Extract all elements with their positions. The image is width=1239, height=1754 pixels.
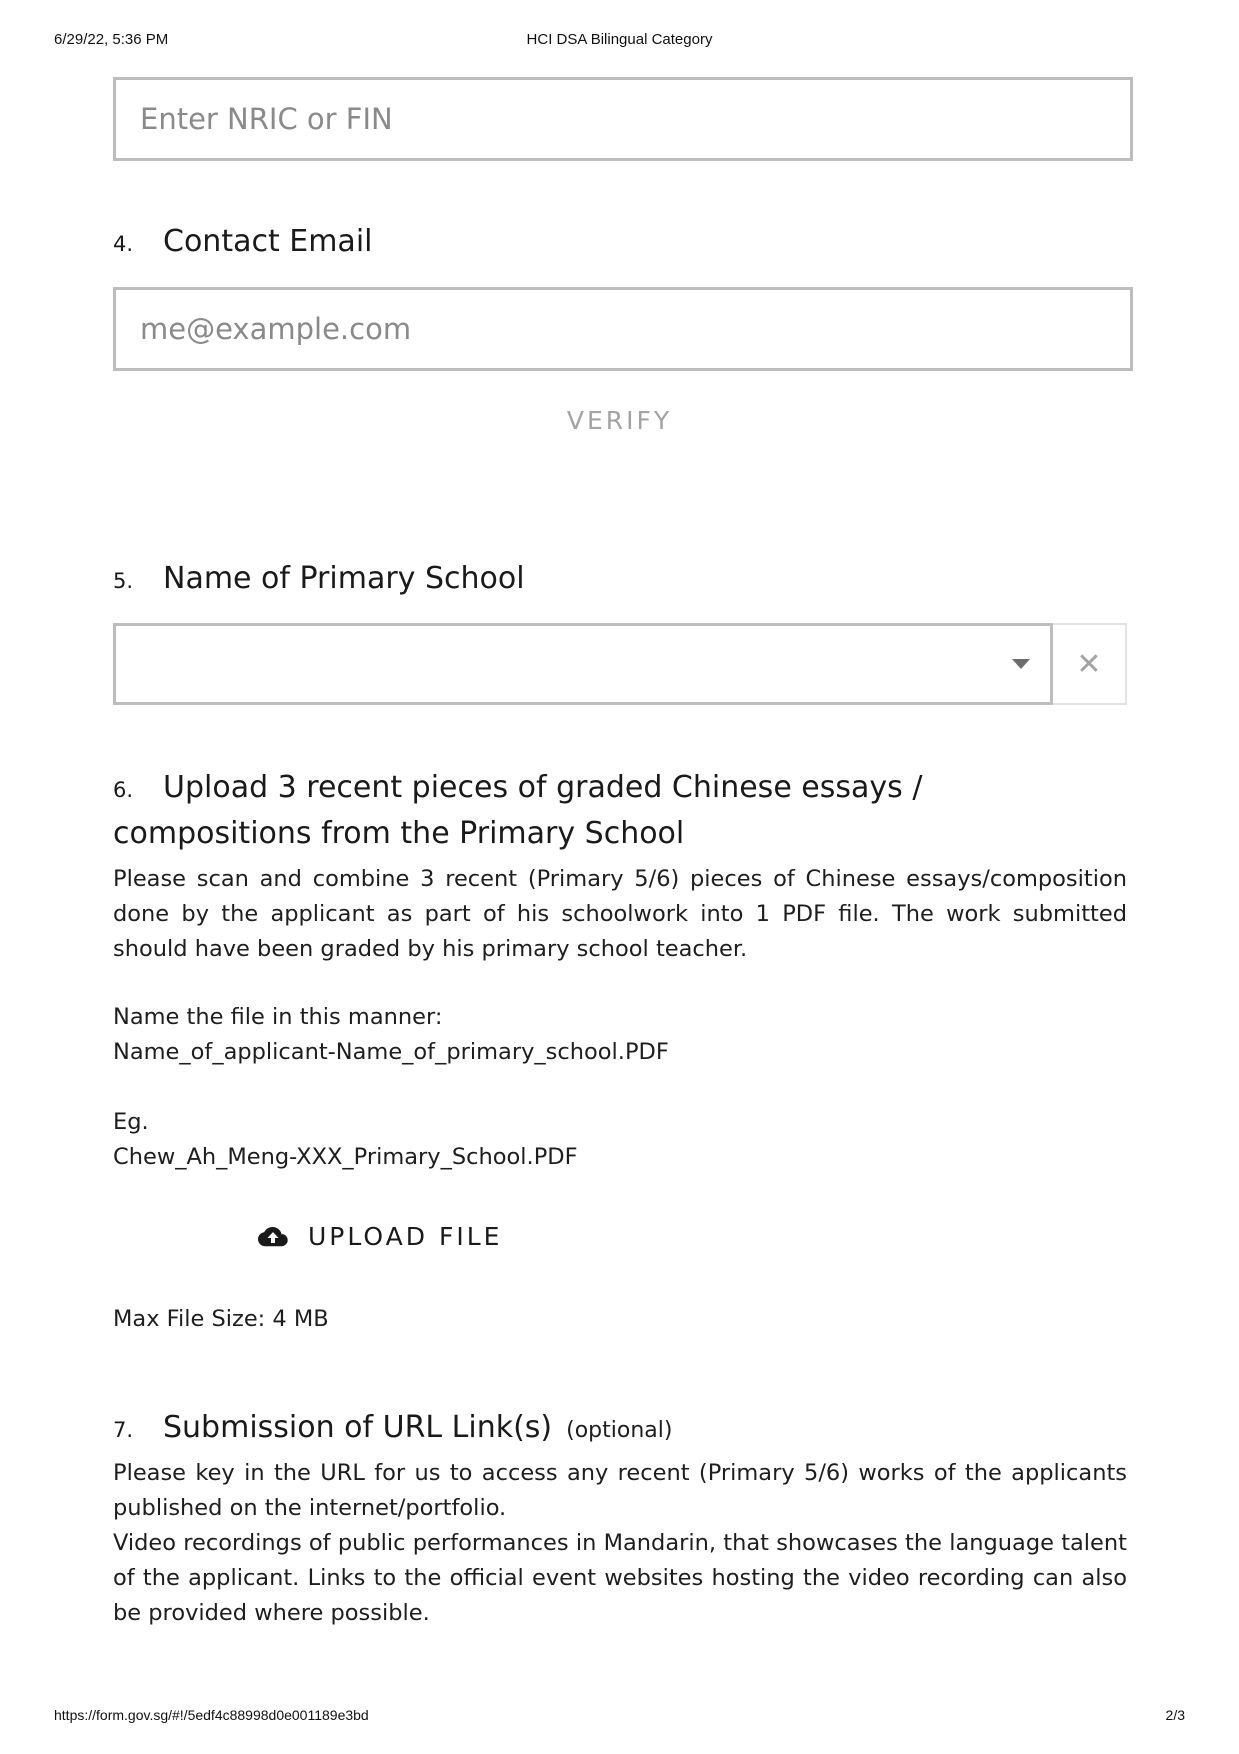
question-6-title — [113, 766, 1127, 856]
question-6-description — [113, 862, 1127, 1175]
question-7-title — [113, 1406, 672, 1453]
cloud-upload-icon — [258, 1226, 288, 1248]
question-4-title — [113, 220, 373, 266]
question-label: Contact Email — [163, 224, 373, 259]
description-text: Eg. — [113, 1109, 149, 1135]
print-datetime: 6/29/22, 5:36 PM — [54, 31, 169, 48]
description-text: Name_of_applicant-Name_of_primary_school.PDF — [113, 1039, 669, 1065]
chevron-down-icon[interactable] — [1012, 659, 1030, 669]
question-label: Name of Primary School — [163, 561, 525, 596]
description-text: Name the file in this manner: — [113, 1004, 443, 1030]
question-number: 7. — [113, 1418, 134, 1442]
max-file-size: Max File Size: 4 MB — [113, 1306, 329, 1332]
optional-tag: (optional) — [566, 1418, 673, 1443]
question-label: Submission of URL Link(s) — [163, 1410, 553, 1445]
email-field-container — [113, 287, 1133, 371]
upload-file-button[interactable] — [258, 1222, 502, 1251]
question-7-description — [113, 1456, 1127, 1631]
clear-selection-button[interactable] — [1053, 623, 1127, 705]
question-label: Upload 3 recent pieces of graded Chinese essays / compositions from the Primary School — [113, 770, 923, 851]
description-text: Please key in the URL for us to access any recent (Primary 5/6) works of the applicants published on the internet/portfolio. — [113, 1460, 1127, 1521]
nric-input[interactable] — [116, 80, 1130, 158]
close-icon: ✕ — [1076, 646, 1102, 682]
upload-file-label: UPLOAD FILE — [308, 1222, 503, 1251]
question-number: 5. — [113, 569, 134, 593]
question-number: 4. — [113, 232, 134, 256]
description-text: Video recordings of public performances in Mandarin, that showcases the language talent of the applicant. Links to the official event websites hosting the video recording can also be provided where possible. — [113, 1530, 1127, 1626]
print-page-number: 2/3 — [1165, 1707, 1185, 1723]
question-number: 6. — [113, 778, 134, 802]
description-text: Chew_Ah_Meng-XXX_Primary_School.PDF — [113, 1144, 578, 1170]
description-text: Please scan and combine 3 recent (Primary 5/6) pieces of Chinese essays/composition done by the applicant as part of his schoolwork into 1 PDF file. The work submitted should have been graded by his primary school teacher. — [113, 866, 1127, 962]
school-dropdown[interactable] — [113, 623, 1053, 705]
question-5-title — [113, 557, 525, 603]
email-input[interactable] — [116, 290, 1130, 368]
school-dropdown-wrapper — [113, 623, 1127, 705]
nric-field-container — [113, 77, 1133, 161]
verify-button[interactable]: VERIFY — [0, 405, 1239, 436]
print-title: HCI DSA Bilingual Category — [526, 31, 713, 48]
print-url: https://form.gov.sg/#!/5edf4c88998d0e001189e3bd — [54, 1707, 369, 1723]
